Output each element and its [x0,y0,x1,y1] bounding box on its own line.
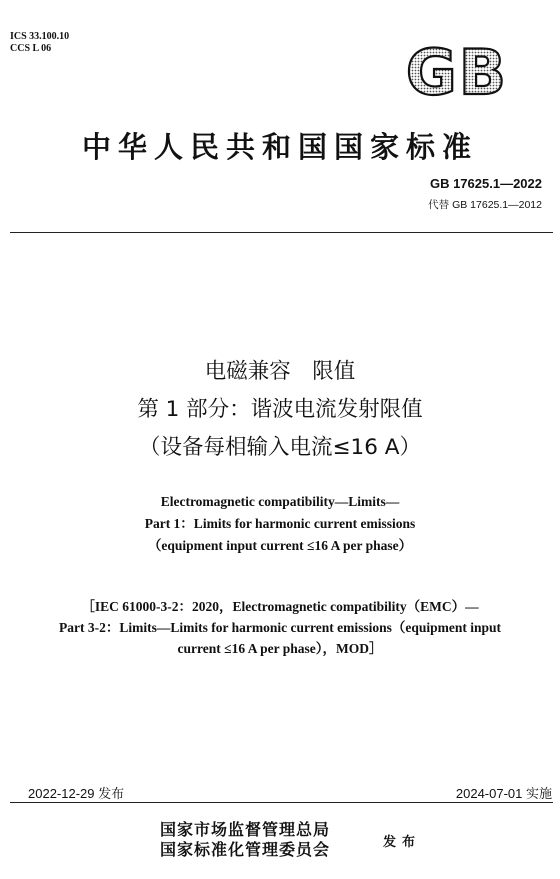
ics-code: ICS 33.100.10 [10,31,70,42]
iec-reference-line-2: Part 3-2：Limits—Limits for harmonic current emissions（equipment input [59,620,501,635]
en-title-line-1: Electromagnetic compatibility—Limits— [160,494,400,509]
standard-number: GB 17625.1—2022 [429,176,542,191]
cn-title-line-1: 电磁兼容 限值 [204,359,356,384]
iec-reference-line-3: current ≤16 A per phase），MOD］ [177,641,383,656]
cn-title-line-2: 第 1 部分：谐波电流发射限值 [137,397,423,422]
gb-logo [393,42,521,102]
bottom-divider [10,802,553,803]
gb-logo-text: GB [405,42,509,102]
replaces-standard: 代替 GB 17625.1—2012 [428,199,542,211]
ccs-code: CCS L 06 [10,43,52,54]
issue-date: 2022-12-29 发布 [28,786,125,801]
issue-label: 发布 [383,835,422,850]
iec-reference-line-1: ［IEC 61000-3-2：2020，Electromagnetic compatibility（EMC）— [81,599,479,614]
cn-title-line-3: （设备每相输入电流≤16 A） [139,435,421,460]
en-title-line-2: Part 1：Limits for harmonic current emissions [144,516,416,531]
issuer-samr: 国家市场监督管理总局 [160,820,331,839]
standard-type-title: 中华人民共和国国家标准 [81,130,478,164]
en-title-line-3: （equipment input current ≤16 A per phase） [147,538,413,553]
issuer-sac: 国家标准化管理委员会 [160,840,331,859]
classification-codes [10,31,69,55]
issuing-authorities [160,820,330,860]
top-divider [10,232,553,233]
implementation-date: 2024-07-01 实施 [455,786,552,801]
